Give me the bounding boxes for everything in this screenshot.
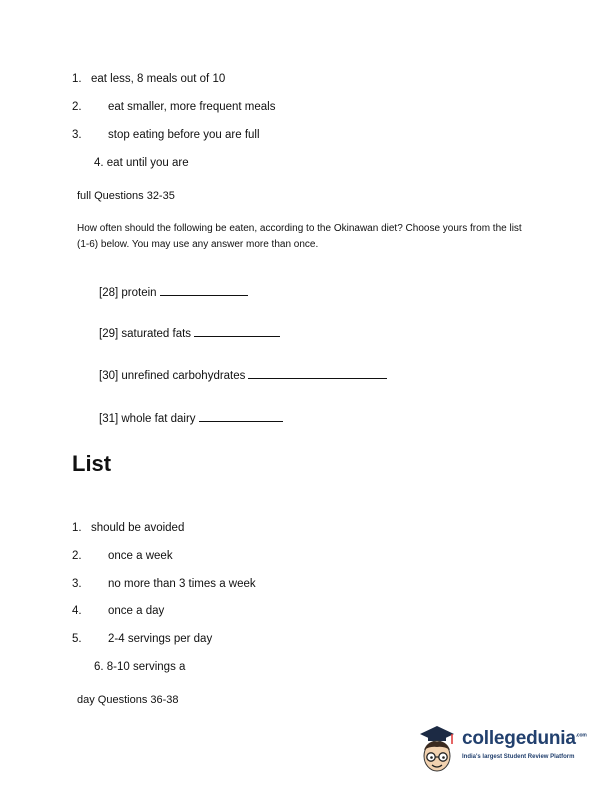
list-heading: List (72, 451, 112, 476)
logo-tagline: India's largest Student Review Platform (462, 754, 575, 760)
logo-wordmark (462, 728, 587, 750)
option-number: 3. (72, 578, 82, 590)
answer-blank[interactable] (248, 366, 387, 379)
option-item: no more than 3 times a week (108, 578, 256, 590)
option-item: 2-4 servings per day (108, 633, 213, 645)
list-item: eat less, 8 meals out of 10 (91, 73, 226, 85)
list-item: stop eating before you are full (108, 129, 260, 141)
question-29 (99, 324, 280, 341)
option-item: should be avoided (91, 522, 185, 534)
option-number: 1. (72, 522, 82, 534)
question-label: [31] whole fat dairy (99, 413, 196, 425)
question-label: [30] unrefined carbohydrates (99, 370, 246, 382)
option-item: once a day (108, 605, 165, 617)
question-label: [28] protein (99, 287, 157, 299)
list-number: 3. (72, 129, 82, 141)
answer-blank[interactable] (194, 324, 280, 337)
list-number: 1. (72, 73, 82, 85)
list-item: 4. eat until you are (94, 157, 189, 169)
section-label: full Questions 32-35 (77, 190, 175, 202)
list-number: 2. (72, 101, 82, 113)
question-31 (99, 409, 283, 426)
answer-blank[interactable] (199, 409, 283, 422)
collegedunia-logo (414, 722, 594, 780)
section-label: day Questions 36-38 (77, 694, 179, 706)
option-number: 4. (72, 605, 82, 617)
question-30 (99, 366, 387, 383)
option-item: 6. 8-10 servings a (94, 661, 186, 673)
question-label: [29] saturated fats (99, 328, 192, 340)
option-item: once a week (108, 550, 173, 562)
answer-blank[interactable] (160, 283, 248, 296)
logo-suffix: .com (575, 732, 587, 739)
option-number: 5. (72, 633, 82, 645)
instructions: How often should the following be eaten, according to the Okinawan diet? Choose yours from the list (1-6) below. You may use any answer more than once. (77, 223, 522, 250)
option-number: 2. (72, 550, 82, 562)
question-28 (99, 283, 248, 300)
logo-name: collegedunia (462, 728, 576, 749)
list-item: eat smaller, more frequent meals (108, 101, 276, 113)
student-mascot-icon (414, 722, 460, 780)
